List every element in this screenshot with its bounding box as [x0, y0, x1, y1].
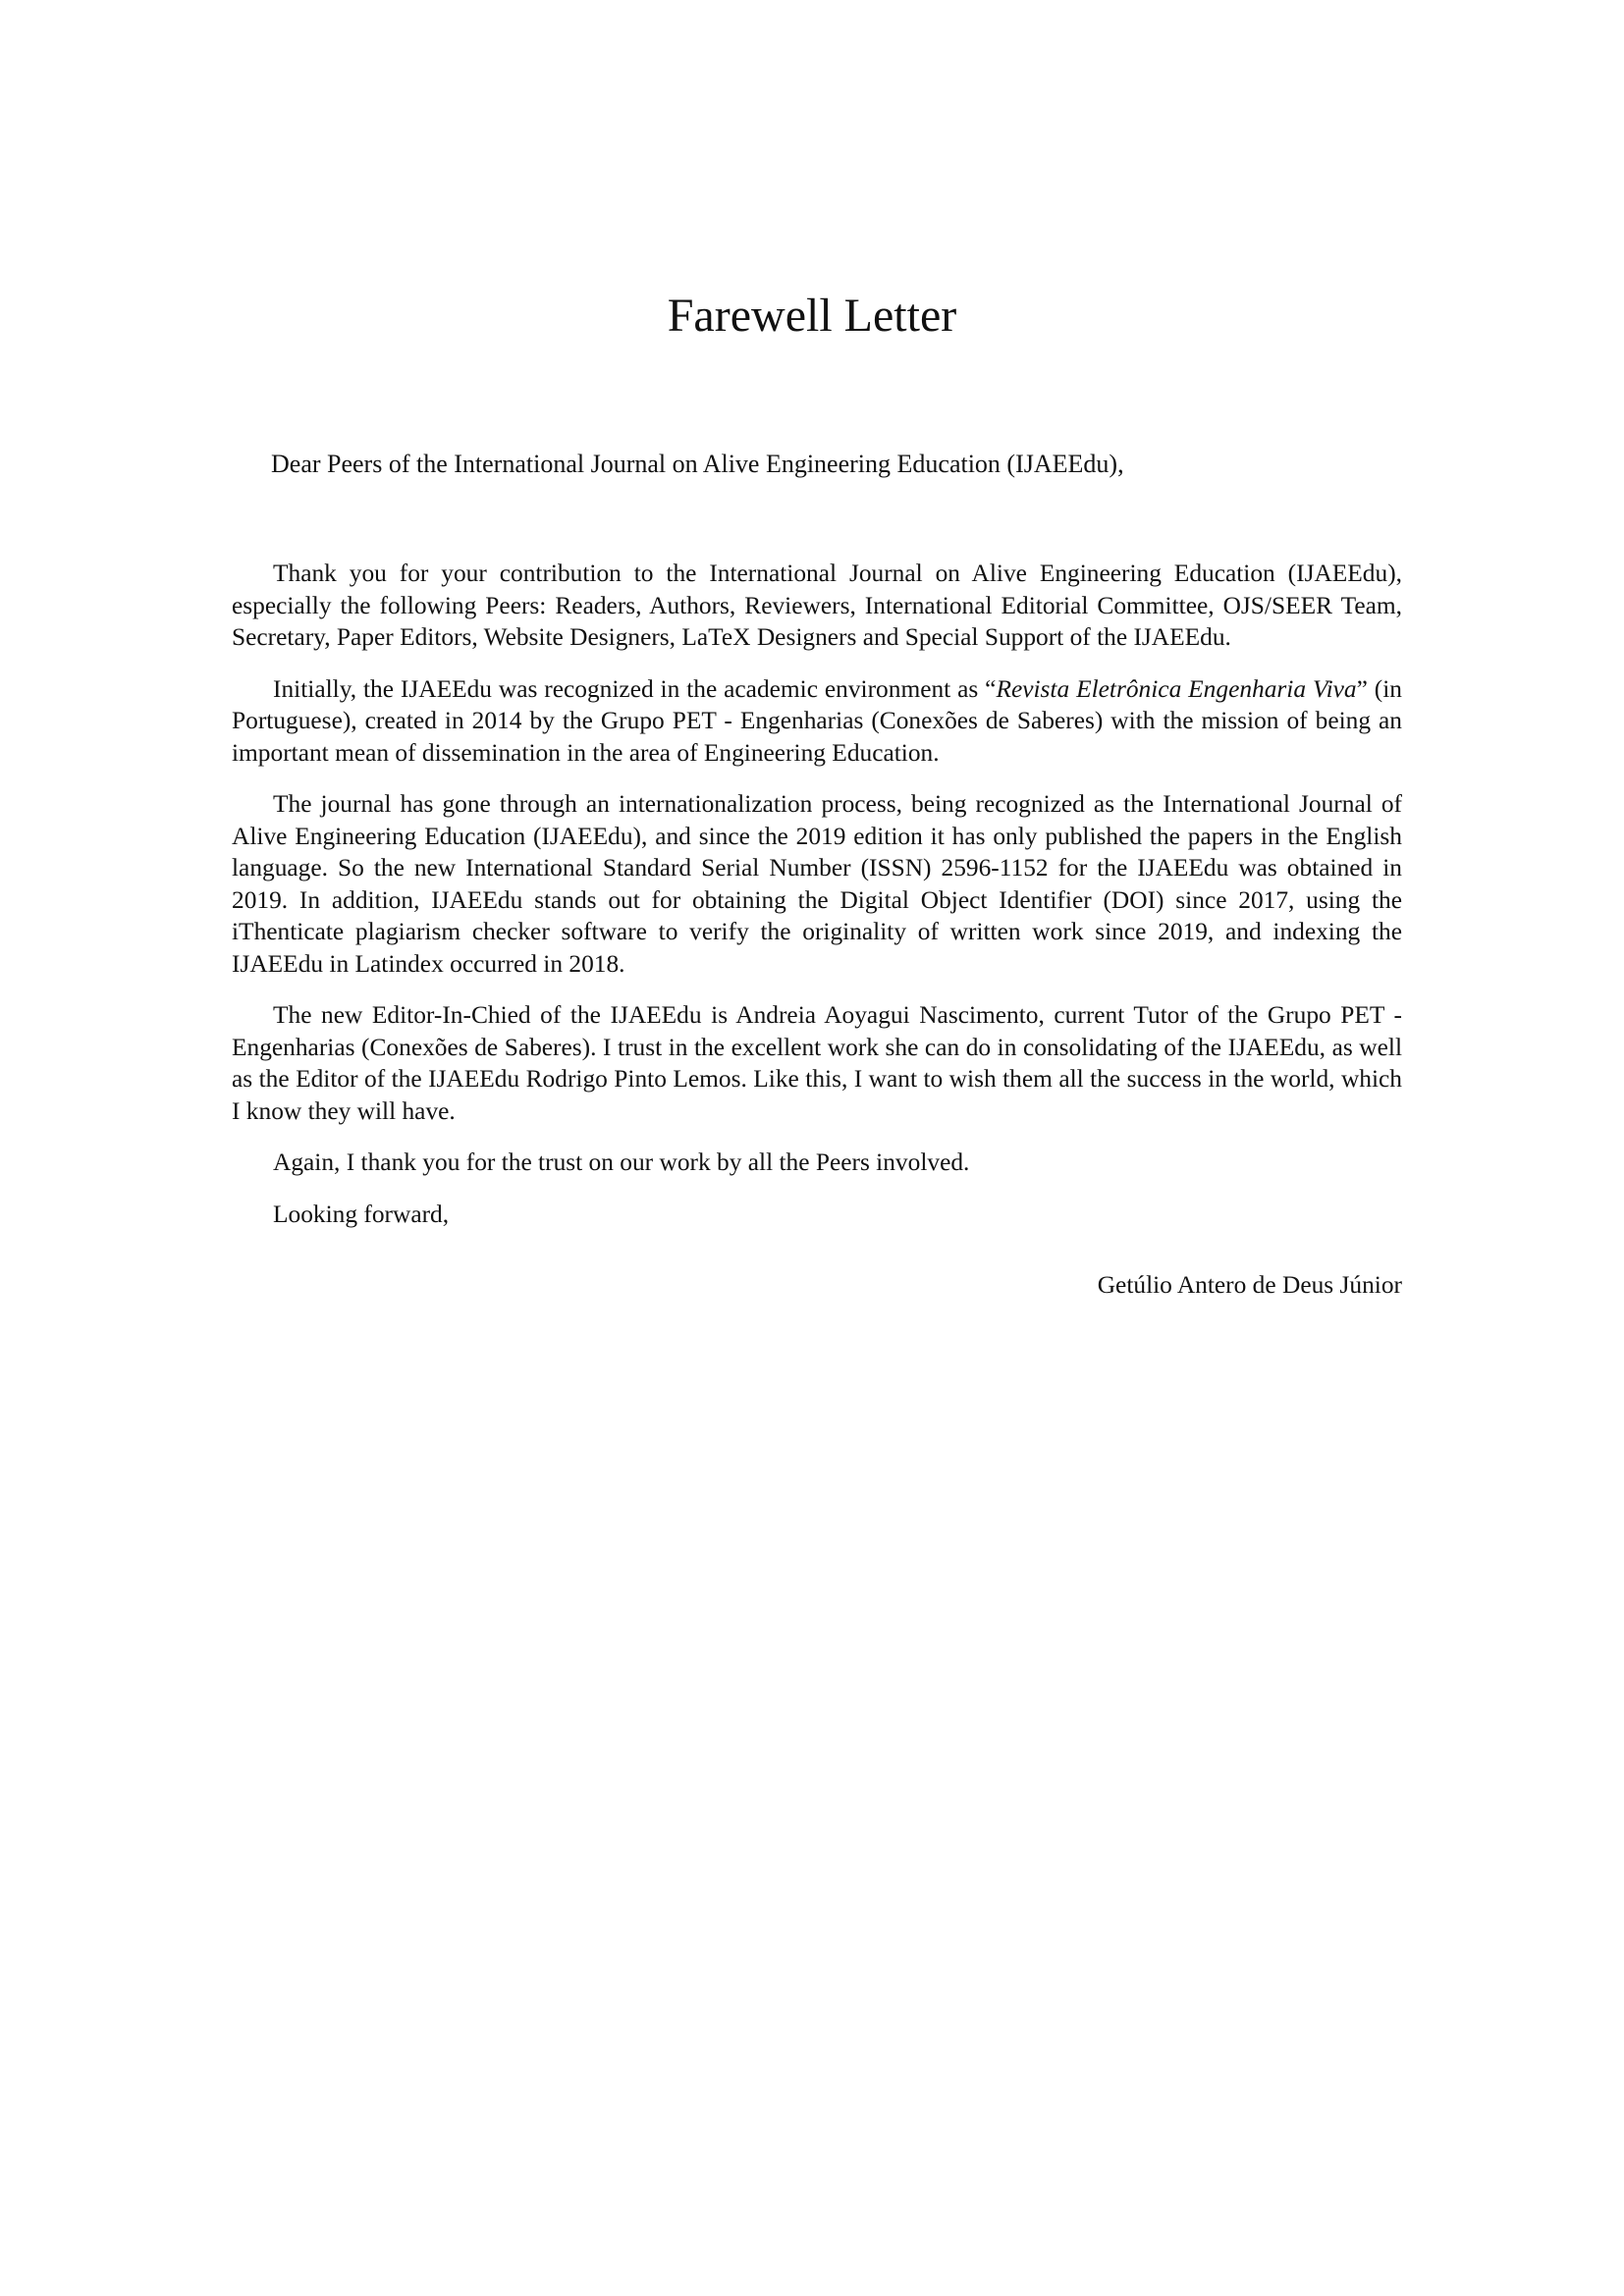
- paragraph-history-after: ” (in Portuguese), created in 2014 by the Grupo PET - Engenharias (Conexões de Saberes) with the mission of being an important mean of dissemination in the area of Engineering Education.: [232, 674, 1402, 767]
- paragraph-thanks: Thank you for your contribution to the International Journal on Alive Engineering Education (IJAEEdu), especially the following Peers: Readers, Authors, Reviewers, International Editorial Committee, OJS/SEER Team, Secretary, Paper Editors, Website Designers, LaTeX Designers and Special Support of the IJAEEdu.: [232, 560, 1402, 651]
- paragraph-gratitude: Again, I thank you for the trust on our work by all the Peers involved.: [273, 1148, 970, 1176]
- paragraph-new-editor: The new Editor-In-Chied of the IJAEEdu is Andreia Aoyagui Nascimento, current Tutor of the Grupo PET - Engenharias (Conexões de Saberes). I trust in the excellent work she can do in consolidating of the IJAEEdu, as well as the Editor of the IJAEEdu Rodrigo Pinto Lemos. Like this, I want to wish them all the success in the world, which I know they will have.: [232, 1001, 1402, 1125]
- page-title: Farewell Letter: [667, 290, 957, 342]
- journal-original-name: Revista Eletrônica Engenharia Viva: [996, 674, 1357, 703]
- salutation: Dear Peers of the International Journal on Alive Engineering Education (IJAEEdu),: [271, 450, 1124, 478]
- paragraph-internationalization: The journal has gone through an internationalization process, being recognized as the International Journal of Alive Engineering Education (IJAEEdu), and since the 2019 edition it has only published the papers in the English language. So the new International Standard Serial Number (ISSN) 2596-1152 for the IJAEEdu was obtained in 2019. In addition, IJAEEdu stands out for obtaining the Digital Object Identifier (DOI) since 2017, using the iThenticate plagiarism checker software to verify the originality of written work since 2019, and indexing the IJAEEdu in Latindex occurred in 2018.: [232, 790, 1402, 978]
- letter-body: [232, 558, 1402, 1302]
- paragraph-history: [232, 673, 1402, 770]
- closing-line: Looking forward,: [273, 1200, 450, 1228]
- signature: Getúlio Antero de Deus Júnior: [1097, 1271, 1402, 1299]
- paragraph-history-before: Initially, the IJAEEdu was recognized in the academic environment as “: [273, 674, 997, 703]
